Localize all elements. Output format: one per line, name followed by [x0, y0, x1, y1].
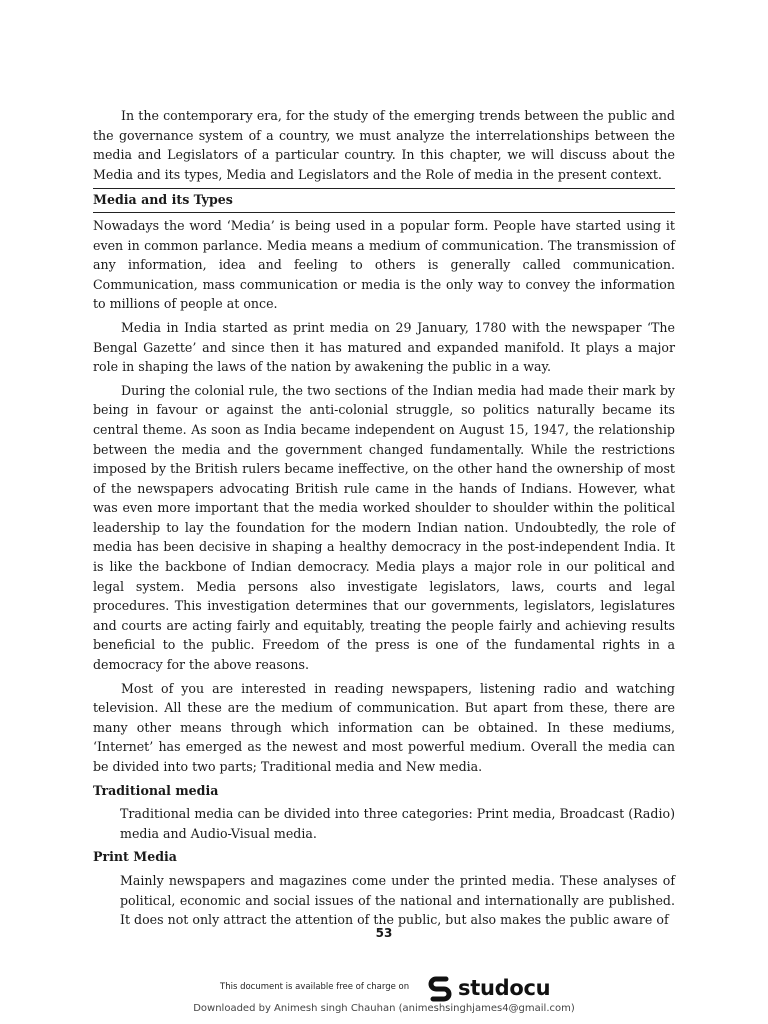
subheading-traditional-media: Traditional media: [93, 782, 219, 798]
section-heading: Media and its Types: [93, 188, 675, 213]
paragraph-6: Mainly newspapers and magazines come under the printed media. These analyses of political, economic and social issues of the national and internationally are published. It does not only attract the attention of the public, but also makes the public aware of: [120, 872, 675, 928]
paragraph-5: Traditional media can be divided into three categories: Print media, Broadcast (Radio) media and Audio-Visual media.: [120, 806, 675, 841]
paragraph-2: Media in India started as print media on 29 January, 1780 with the newspaper ‘The Bengal Gazette’ and since then it has matured and expanded manifold. It plays a major role in shaping the laws of the nation by awakening the public in a way.: [93, 319, 675, 375]
studocu-logo-text: studocu: [458, 976, 551, 1000]
footer-download-info: Downloaded by Animesh singh Chauhan (animeshsinghjames4@gmail.com): [193, 1003, 575, 1014]
paragraph-3: During the colonial rule, the two sections of the Indian media had made their mark by being in favour or against the anti-colonial struggle, so politics naturally became its central theme. As soon as India became independent on August 15, 1947, the relationship between the media and the government changed fundamentally. While the restrictions imposed by the British rulers became ineffective, on the other hand the ownership of most of the newspapers advocating British rule came in the hands of Indians. However, what was even more important that the media worked shoulder to shoulder within the political leadership to lay the foundation for the modern Indian nation. Undoubtedly, the role of media has been decisive in shaping a healthy democracy in the post-independent India. It is like the backbone of Indian democracy. Media plays a major role in our political and legal system. Media persons also investigate legislators, laws, courts and legal procedures. This investigation determines that our governments, legislators, legislatures and courts are acting fairly and equitably, treating the people fairly and achieving results beneficial to the public. Freedom of the press is one of the fundamental rights in a democracy for the above reasons.: [93, 382, 675, 673]
paragraph-1: Nowadays the word ‘Media’ is being used in a popular form. People have started using it even in common parlance. Media means a medium of communication. The transmission of any information, idea and feeling to others is generally called communication. Communication, mass communication or media is the only way to convey the information to millions of people at once.: [93, 217, 675, 312]
intro-paragraph: In the contemporary era, for the study of the emerging trends between the public and the governance system of a country, we must analyze the interrelationships between the media and Legislators of a particular country. In this chapter, we will discuss about the Media and its types, Media and Legislators and the Role of media in the present context.: [93, 108, 675, 182]
subheading-print-media: Print Media: [93, 849, 177, 865]
page-body: [93, 106, 675, 930]
paragraph-4: Most of you are interested in reading newspapers, listening radio and watching television. All these are the medium of communication. But apart from these, there are many other means through which information can be obtained. In these mediums, ‘Internet’ has emerged as the newest and most powerful medium. Overall the media can be divided into two parts; Traditional media and New media.: [93, 680, 675, 774]
studocu-logo-icon: [426, 974, 454, 1002]
studocu-logo-link[interactable]: [426, 972, 550, 1004]
footer-availability-text: This document is available free of charge on: [220, 982, 410, 992]
page-number: 53: [375, 926, 393, 940]
